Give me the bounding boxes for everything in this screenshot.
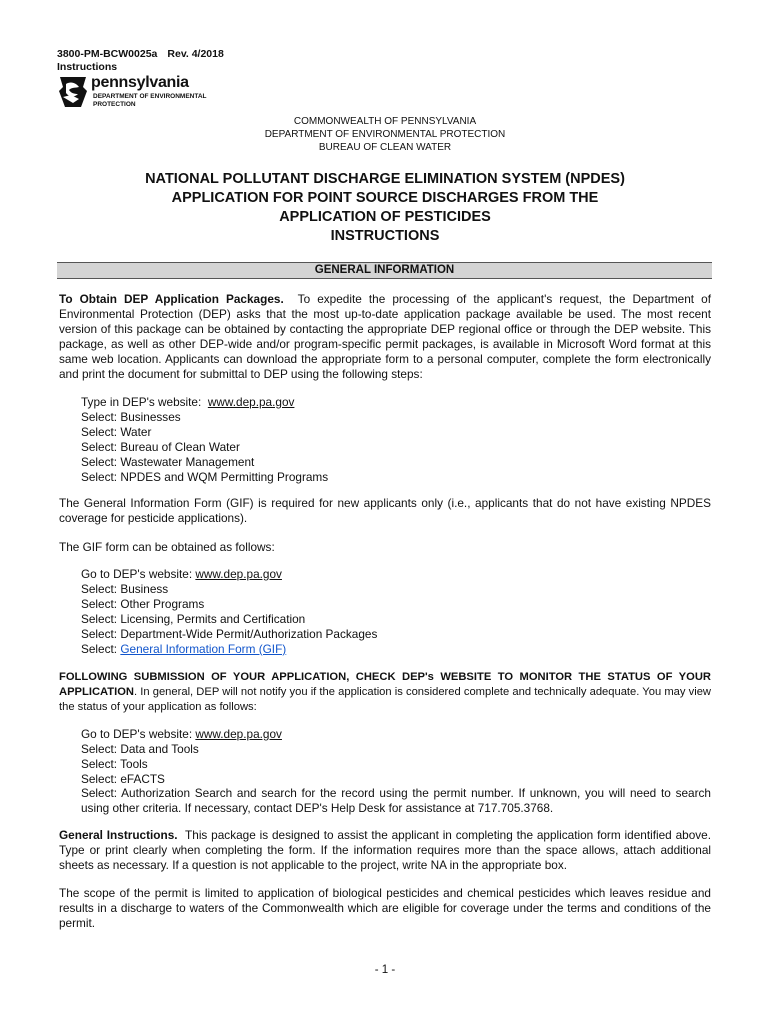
following-body: . In general, DEP will not notify you if the application is considered complete and technically adequate. You may view the status of your application as follows: xyxy=(59,686,711,713)
list-item: Select: Data and Tools xyxy=(81,742,199,756)
general-body: This package is designed to assist the applicant in completing the application form identified above. Type or print clearly when completing the form. If the information requires more than the space allows, attach additional sheets as necessary. If a question is not applicable to the project, write NA in the appropriate box. xyxy=(59,828,712,872)
general-lead: General Instructions. xyxy=(59,828,178,842)
list-item: Select: Business xyxy=(81,582,169,596)
revision: Rev. 4/2018 xyxy=(167,48,224,60)
following-lead: FOLLOWING SUBMISSION OF YOUR APPLICATION, CHECK DEP's WEBSITE TO MONITOR THE STATUS OF YOUR APPLICATION xyxy=(59,671,711,698)
dep-website-link[interactable]: www.dep.pa.gov xyxy=(195,567,282,581)
list-item: Select: Other Programs xyxy=(81,597,205,611)
gif-required-paragraph: The General Information Form (GIF) is required for new applicants only (i.e., applicants that do not have existing NPDES coverage for pesticide applications). xyxy=(59,496,711,525)
page-number: - 1 - xyxy=(374,964,396,976)
logo-wordmark: pennsylvania xyxy=(91,74,189,91)
gif-form-link[interactable]: General Information Form (GIF) xyxy=(120,642,287,656)
obtain-body: To expedite the processing of the applicant's request, the Department of Environmental Protection (DEP) asks that the most up-to-date application package available be used. The most recent version of this package can be obtained by contacting the appropriate DEP regional office or through the DEP website. This package, as well as other DEP-wide and/or program-specific permit packages, is available in Microsoft Word format at this same web location. Applicants can download the appropriate form to a personal computer, complete the form electronically and print the document for submittal to DEP using the following steps: xyxy=(59,292,711,381)
list-item: Select: Tools xyxy=(81,757,148,771)
general-instructions-paragraph xyxy=(59,828,711,873)
list-item: Select: Bureau of Clean Water xyxy=(81,440,240,454)
list-item: Select: Water xyxy=(81,425,152,439)
agency-header: COMMONWEALTH OF PENNSYLVANIA DEPARTMENT OF ENVIRONMENTAL PROTECTION BUREAU OF CLEAN WATER xyxy=(264,116,506,153)
dep-website-link[interactable]: www.dep.pa.gov xyxy=(207,395,295,409)
list-item: Type in DEP's website: www.dep.pa.gov xyxy=(81,395,295,409)
obtain-packages-paragraph xyxy=(59,292,711,382)
following-submission-paragraph xyxy=(59,670,711,715)
keystone-icon xyxy=(57,75,89,109)
page-title: NATIONAL POLLUTANT DISCHARGE ELIMINATION SYSTEM (NPDES) APPLICATION FOR POINT SOURCE DISCHARGES FROM THE APPLICATION OF PESTICIDES INSTRUCTIONS xyxy=(145,171,625,244)
form-number: 3800-PM-BCW0025a xyxy=(57,48,158,60)
gif-obtain-paragraph: The GIF form can be obtained as follows: xyxy=(59,540,275,554)
document-id xyxy=(57,48,224,74)
list-item: Select: NPDES and WQM Permitting Programs xyxy=(81,470,329,484)
list-item: Go to DEP's website: www.dep.pa.gov xyxy=(81,727,282,741)
scope-paragraph: The scope of the permit is limited to application of biological pesticides and chemical pesticides which leaves residue and results in a discharge to waters of the Commonwealth which are eligible for coverage under the terms and conditions of the permit. xyxy=(59,886,711,930)
section-heading-general-information: GENERAL INFORMATION xyxy=(57,262,712,279)
package-steps-list xyxy=(81,395,328,485)
gif-steps-list xyxy=(81,567,377,657)
pa-dep-logo xyxy=(57,74,227,114)
logo-subtitle: DEPARTMENT OF ENVIRONMENTAL PROTECTION xyxy=(93,93,207,108)
status-steps-list xyxy=(81,727,282,787)
list-item: Go to DEP's website: www.dep.pa.gov xyxy=(81,567,282,581)
obtain-lead: To Obtain DEP Application Packages. xyxy=(59,292,284,306)
authorization-search-step: Select: Authorization Search and search for the record using the permit number. If unknown, you will need to search using other criteria. If necessary, contact DEP's Help Desk for assistance at 717.705.3768. xyxy=(81,786,711,815)
list-item: Select: eFACTS xyxy=(81,772,165,786)
list-item: Select: Businesses xyxy=(81,410,181,424)
list-item: Select: General Information Form (GIF) xyxy=(81,642,287,656)
dep-website-link[interactable]: www.dep.pa.gov xyxy=(195,727,282,741)
list-item: Select: Wastewater Management xyxy=(81,455,255,469)
list-item: Select: Licensing, Permits and Certification xyxy=(81,612,306,626)
list-item: Select: Department-Wide Permit/Authorization Packages xyxy=(81,627,378,641)
doc-type: Instructions xyxy=(57,61,118,73)
